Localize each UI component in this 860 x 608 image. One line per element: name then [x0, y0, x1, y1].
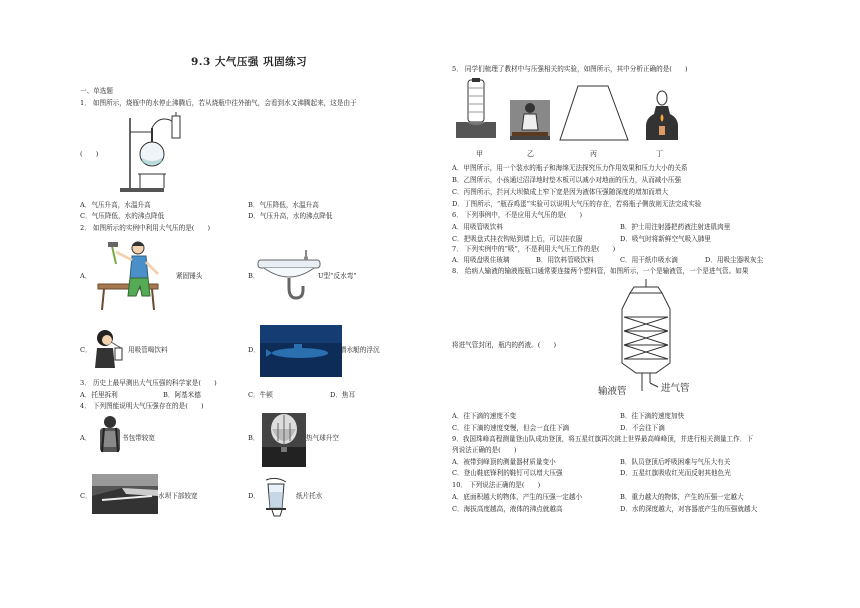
q3-stem: 3． 历史上最早测出大气压强的科学家是( ): [80, 379, 217, 387]
q10-option-d[interactable]: D．水的深度越大，对容器底产生的压强就越大: [620, 505, 758, 513]
flask-apparatus-figure: [118, 112, 190, 194]
q9-option-b[interactable]: B．队员登顶后呼吸困难与气压大有关: [620, 458, 731, 466]
q9-option-c[interactable]: C．登山鞋底锋利的鞋钉可以增大压强: [452, 469, 563, 477]
child-plank-figure: [510, 100, 550, 140]
q9-stem-line1: 9．我国珠峰高程测量登山队成功登顶，将五星红旗再次挑上世界最高峰峰顶，并进行相关测量工作．下: [452, 435, 753, 443]
q8-stem-line1: 8． 给病人输液的输液瓶瓶口通常要连接两个塑料管，如图所示，一个是输液管，一个是进气管。如果: [452, 267, 749, 275]
q5-option-a[interactable]: A．甲图所示，用一个装水的瓶子和海绵无法探究压力作用效果和压力大小的关系: [452, 164, 688, 172]
q4-option-d-caption: 纸片托水: [296, 492, 323, 500]
q1-stem: 1． 如图所示，烧瓶中的水停止沸腾后，若从烧瓶中往外抽气，会看到水又沸腾起来，这是由于: [80, 99, 357, 107]
backpack-figure: [96, 415, 124, 455]
q6-option-c[interactable]: C．把吸盘式挂衣钩贴到墙上后，可以挂衣服: [452, 235, 583, 243]
q2-option-b-caption: U型“反水弯”: [318, 272, 357, 280]
q8-option-d[interactable]: D．不会往下滴: [620, 424, 665, 432]
dam-figure: [92, 474, 158, 514]
q4-option-b-label[interactable]: B．: [248, 434, 260, 442]
iv-label-infusion-tube: 输液管: [598, 386, 627, 397]
drinking-straw-figure: [95, 328, 123, 368]
q5-label-jia: 甲: [476, 150, 483, 158]
q7-option-a[interactable]: A．用吸盘吸住玻璃: [452, 256, 510, 264]
q10-stem: 10． 下列说法正确的是( ): [452, 481, 541, 489]
q2-option-d-label[interactable]: D．: [248, 346, 260, 354]
submarine-figure: [260, 325, 342, 377]
q1-blank: ( ): [80, 150, 99, 158]
q10-option-a[interactable]: A．底面积越大的物体，产生的压强一定越小: [452, 493, 583, 501]
q2-option-d-caption: 潜水艇的浮沉: [340, 346, 380, 354]
q10-option-c[interactable]: C．海拔高度越高，液体的沸点就越高: [452, 505, 563, 513]
q1-option-d[interactable]: D．气压升高，水的沸点降低: [248, 212, 333, 220]
q9-option-a[interactable]: A．被带到峰顶的测量器材质量变小: [452, 458, 556, 466]
q3-option-a[interactable]: A．托里拆利: [80, 391, 118, 399]
q5-option-c[interactable]: C．丙图所示，拦河大坝做成上窄下宽是因为液体压强随深度的增加而增大: [452, 188, 669, 196]
q2-option-c-label[interactable]: C．: [80, 346, 92, 354]
q4-option-b-caption: 热气球升空: [306, 434, 339, 442]
q9-option-d[interactable]: D．五星红旗吸收红光而反射其他色光: [620, 469, 731, 477]
q4-option-c-label[interactable]: C．: [80, 492, 92, 500]
q5-figures: [452, 78, 692, 160]
q4-option-a-label[interactable]: A．: [80, 434, 92, 442]
q5-label-bing: 丙: [590, 150, 597, 158]
q5-option-b[interactable]: B．乙图所示，小孩通过沼泽地时垫木板可以减小对地面的压力，从而减小压强: [452, 176, 682, 184]
iv-label-air-tube: 进气管: [661, 383, 690, 394]
bottle-sponge-figure: [456, 78, 496, 138]
egg-bottle-figure: [646, 91, 678, 140]
q5-label-ding: 丁: [656, 150, 663, 158]
q5-stem: 5． 同学们梳理了教材中与压强相关的实验，如图所示，其中分析正确的是( ): [452, 65, 688, 73]
q8-option-b[interactable]: B．往下滴的速度加快: [620, 412, 685, 420]
q3-option-d[interactable]: D．焦耳: [330, 391, 356, 399]
q1-option-c[interactable]: C．气压降低，水的沸点降低: [80, 212, 165, 220]
section-heading: 一、单选题: [80, 87, 113, 95]
q2-option-b-label[interactable]: B．: [248, 272, 260, 280]
q4-option-a-caption: 书包带较宽: [122, 434, 155, 442]
q2-option-c-caption: 用吸管喝饮料: [128, 346, 168, 354]
sink-trap-figure: [258, 250, 320, 302]
q8-option-c[interactable]: C．往下滴的速度变慢，但会一直往下滴: [452, 424, 570, 432]
q6-option-b[interactable]: B．护士用注射器把药液注射进肌肉里: [620, 223, 731, 231]
q1-option-b[interactable]: B．气压降低，水温升高: [248, 201, 319, 209]
q5-option-d[interactable]: D．丁图所示，“瓶吞鸡蛋”实验可以说明大气压的存在，若将瓶子侧放则无法完成实验: [452, 200, 702, 208]
q6-option-a[interactable]: A．用吸管吸饮料: [452, 223, 503, 231]
q2-stem: 2． 如图所示的实例中利用大气压的是( ): [80, 224, 211, 232]
q4-stem: 4． 下列图能说明大气压强存在的是( ): [80, 402, 204, 410]
q8-stem-line2: 将进气管封闭，瓶内的药液。( ): [452, 341, 557, 349]
page-title: 9.3 大气压强 巩固练习: [191, 56, 308, 68]
q5-label-yi: 乙: [527, 150, 534, 158]
q6-stem: 6． 下列事例中，不是应用大气压的是( ): [452, 211, 583, 219]
q9-stem-line2: 列说法正确的是( ): [452, 446, 517, 454]
iv-bottle-figure: [596, 279, 696, 399]
hammer-man-figure: [96, 238, 171, 313]
q2-option-a-caption: 紧固锤头: [176, 272, 203, 280]
q3-option-c[interactable]: C．牛顿: [248, 391, 273, 399]
q7-option-d[interactable]: D．用吸尘器吸灰尘: [705, 256, 764, 264]
q2-option-a-label[interactable]: A．: [80, 272, 92, 280]
q10-option-b[interactable]: B．重力越大的物体，产生的压强一定越大: [620, 493, 744, 501]
q4-option-c-caption: 水坝下部较宽: [158, 492, 198, 500]
q8-option-a[interactable]: A．往下滴的速度不变: [452, 412, 517, 420]
hot-air-balloon-figure: [262, 413, 306, 467]
q7-option-c[interactable]: C．用干纸巾吸水滴: [620, 256, 678, 264]
paper-card-water-figure: [262, 478, 290, 516]
q3-option-b[interactable]: B．阿基米德: [163, 391, 201, 399]
dam-trapezoid-figure: [560, 86, 628, 140]
q6-option-d[interactable]: D．吸气时将新鲜空气吸入肺里: [620, 235, 712, 243]
q7-option-b[interactable]: B．用饮料管吸饮料: [536, 256, 594, 264]
q4-option-d-label[interactable]: D．: [248, 492, 260, 500]
q1-option-a[interactable]: A．气压升高，水温升高: [80, 201, 151, 209]
q7-stem: 7． 下列实例中的“吸”，不是利用大气压工作的是( ): [452, 245, 616, 253]
